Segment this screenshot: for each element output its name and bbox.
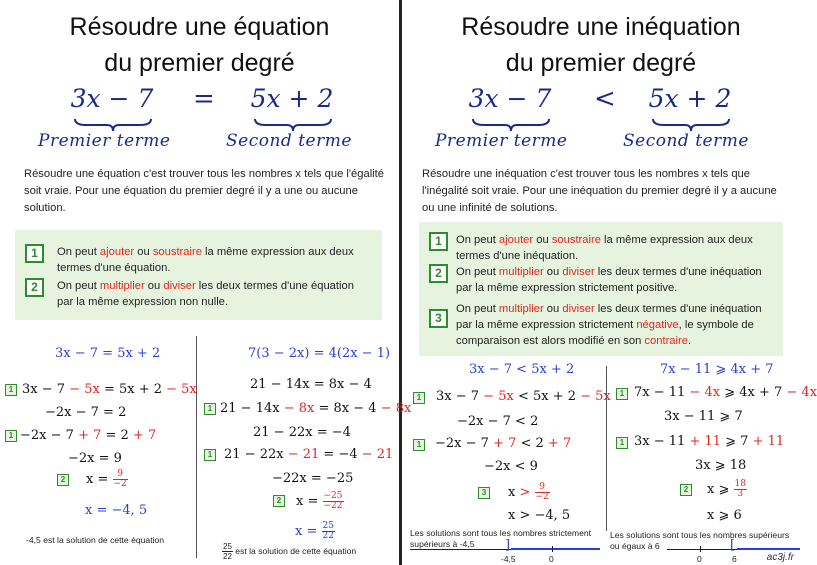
definition-text: Résoudre une inéquation c'est trouver tous les nombres x tels que l'inégalité soit vraie. Pour une inéquation du premier degré il y a aucune ou une infinité de solutions. [422,168,777,214]
step-badge: 2 [680,484,692,496]
lhs-expression: 3x − 7 [70,84,154,113]
rhs-expression: 5x + 2 [648,84,732,113]
step-badge: 2 [273,495,285,507]
step-line: 21 − 14x = 8x − 4 [250,377,372,392]
step-line: x ⩾ $\frac{18}{3}$ [707,479,746,499]
step-line: −22x = −25 [272,471,354,486]
step-badge: 2 [57,474,69,486]
underbrace-icon [472,118,550,132]
step-line: 21 − 14x − 8x = 8x − 4 − 8x [220,401,412,416]
step-line: −2x − 7 + 7 = 2 + 7 [20,428,157,443]
second-term-label: Second terme [226,131,352,151]
step-line: 3x − 7 − 5x = 5x + 2 − 5x [22,382,197,397]
rules-box: 1 On peut ajouter ou soustraire la même expression aux deux termes d'une inéquation. 2 On peut multiplier ou diviser les deux termes d'une inéquation par la même expression strictement positive. 3 On peut multiplier ou diviser les deux termes d'une inéquation par la même expression strictement négative, le symbole de comparaison est alors modifié en son contraire. [419,222,783,356]
step-line: 21 − 22x − 21 = −4 − 21 [224,447,394,462]
page-subtitle: du premier degré [505,49,697,77]
rule-number-badge: 3 [429,309,448,328]
inequation-diagram [402,84,800,154]
step-line: 3x − 7 − 5x < 5x + 2 − 5x [436,389,611,404]
underbrace-icon [254,118,332,132]
step-line: −2x − 7 + 7 < 2 + 7 [435,436,572,451]
step-badge: 1 [5,430,17,442]
solution-statement: $\frac{25}{22}$ est la solution de cette équation [223,542,357,561]
step-line: 7x − 11 − 4x ⩾ 4x + 7 − 4x [634,385,817,400]
step-line: x ⩾ 6 [707,508,742,523]
step-badge: 1 [204,403,216,415]
step-badge: 3 [478,487,490,499]
example-inequation: 3x − 7 < 5x + 2 [469,362,575,377]
first-term-label: Premier terme [435,131,568,151]
equation-solution: x = $\frac{25}{22}$ [295,521,334,541]
underbrace-icon [74,118,152,132]
closed-bracket-icon: [ [730,538,736,553]
equals-sign: = [193,84,215,114]
rule-number-badge: 2 [429,264,448,283]
rhs-expression: 5x + 2 [250,84,334,113]
page-title: Résoudre une équation [69,13,330,41]
step-line: x = $\frac{9}{-2}$ [86,469,127,489]
step-line: −2x = 9 [68,451,122,466]
step-badge: 1 [413,439,425,451]
step-line: 3x − 11 + 11 ⩾ 7 + 11 [634,434,785,449]
step-badge: 1 [616,388,628,400]
second-term-label: Second terme [623,131,749,151]
definition-text: Résoudre une équation c'est trouver tous les nombres x tels que l'égalité soit vraie. Pour une équation du premier degré il y a une ou aucune solution. [24,168,384,214]
step-badge: 1 [204,449,216,461]
step-badge: 1 [616,437,628,449]
open-bracket-icon: ] [505,538,511,553]
equation-diagram [0,84,399,154]
rule-number-badge: 1 [25,244,44,263]
equation-solution: x = −4, 5 [85,503,148,518]
example-inequation: 7x − 11 ⩾ 4x + 7 [660,362,774,377]
inequation-panel: Résoudre une inéquation du premier degré 3x − 7 < 5x + 2 Premier terme Second terme Résoudre une inéquation c'est trouver tous les nombres x tels que l'inégalité soit vraie. Pour une inéquation du premier degré il y a aucune ou une infinité de solutions. 1 On peut ajouter ou soustraire la même expression aux deux termes d'une inéquation. 2 On peut multiplier ou diviser les deux termes d'une inéquation par la même expression strictement positive. 3 On peut multiplier ou diviser les deux termes d'une inéquation par la même expression strictement négative, le symbole de comparaison est alors modifié en son contraire. 3x − 7 < 5x + 2 1 3x − 7 − 5x < 5x + 2 − 5x −2x − 7 < 2 1 −2x − 7 + 7 < 2 + 7 −2x < 9 3 x > $\frac{9}{-2}$ x > −4, 5 Les solutions sont tous les nombres strictement supérieurs à -4,5 ] -4,5 0 7x − 11 ⩾ 4x + 7 1 7x − 11 − 4x ⩾ 4x + 7 − 4x 3x − 11 ⩾ 7 1 3x − 11 + 11 ⩾ 7 + 11 3x ⩾ 18 2 x ⩾ $\frac{18}{3}$ x ⩾ 6 Les solutions sont tous les nombres supérieurs ou égaux à 6 [ 0 6 [402,0,800,565]
rule-number-badge: 2 [25,278,44,297]
solution-statement: -4,5 est la solution de cette équation [26,535,165,545]
step-line: 21 − 22x = −4 [253,425,351,440]
example-equation: 7(3 − 2x) = 4(2x − 1) [248,346,391,361]
step-line: −2x − 7 < 2 [457,414,539,429]
solution-statement: Les solutions sont tous les nombres strictement supérieurs à -4,5 [410,528,592,549]
step-line: −2x < 9 [484,459,538,474]
first-term-label: Premier terme [38,131,171,151]
step-line: x > $\frac{9}{-2}$ [508,482,549,502]
page-subtitle: du premier degré [104,49,295,77]
step-line: x > −4, 5 [508,508,571,523]
step-line: x = $\frac{-25}{-22}$ [296,491,343,511]
rule-number-badge: 1 [429,232,448,251]
step-line: 3x ⩾ 18 [695,458,747,473]
solution-statement: Les solutions sont tous les nombres supérieurs ou égaux à 6 [610,530,790,551]
site-watermark: ac3j.fr [766,552,794,563]
example-equation: 3x − 7 = 5x + 2 [55,346,161,361]
step-line: 3x − 11 ⩾ 7 [664,409,743,424]
lhs-expression: 3x − 7 [468,84,552,113]
underbrace-icon [652,118,730,132]
example-separator [196,336,197,558]
step-badge: 1 [413,392,425,404]
less-than-sign: < [594,84,616,114]
page-title: Résoudre une inéquation [461,13,741,41]
step-line: −2x − 7 = 2 [45,405,127,420]
step-badge: 1 [5,384,17,396]
rules-box: 1 On peut ajouter ou soustraire la même expression aux deux termes d'une équation. 2 On peut multiplier ou diviser les deux termes d'une équation par la même expression non nulle. [15,230,382,320]
